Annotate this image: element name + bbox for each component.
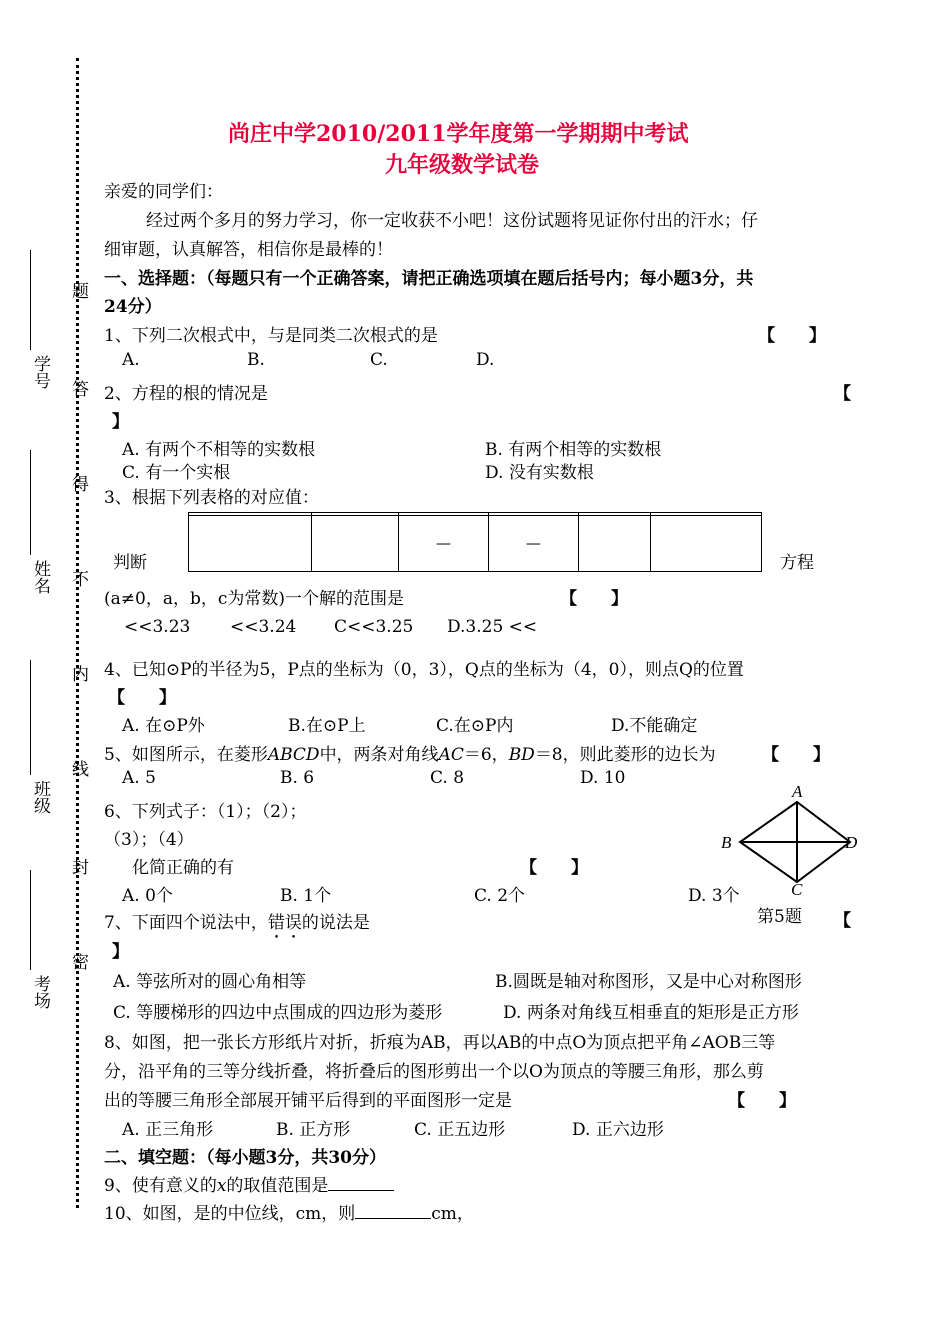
q10-stem-part: cm，: [431, 1204, 474, 1224]
table-cell: [311, 515, 398, 571]
q2-option-b: B. 有两个相等的实数根: [485, 440, 662, 460]
q3-answer-bracket[interactable]: 【 】: [560, 589, 628, 609]
q4-option-d: D.不能确定: [611, 716, 698, 736]
vertex-label-a: A: [792, 782, 803, 801]
q5-option-d: D. 10: [580, 768, 626, 788]
q3-stem: 3、根据下列表格的对应值：: [104, 488, 319, 508]
seal-char-ti: 题: [68, 282, 88, 299]
q9-stem-part: 9、使有意义的: [104, 1176, 217, 1196]
q10-stem-part: 10、如图，是的中位线，cm，则: [104, 1204, 356, 1224]
q2-option-a: A. 有两个不相等的实数根: [122, 440, 316, 460]
q5-stem-part: 中，两条对角线: [319, 745, 439, 765]
q5-answer-bracket[interactable]: 【 】: [762, 745, 830, 765]
q4-answer-bracket[interactable]: 【 】: [108, 688, 176, 708]
figure5-caption: 第5题: [757, 907, 802, 927]
q7-stem-part: 的说法是: [301, 913, 370, 933]
field-label-class: 班级: [30, 780, 50, 814]
section1-heading-cont: 24分）: [104, 297, 162, 317]
greeting: 亲爱的同学们：: [104, 182, 223, 202]
q6-line-1: 6、下列式子：（1）；（2）；: [104, 802, 307, 822]
q5-stem-part: ＝8，则此菱形的边长为: [534, 745, 716, 765]
table-cell: [578, 515, 650, 571]
q3-value-table: [188, 512, 762, 572]
binding-dotted-line: [76, 58, 79, 1208]
q3-line-2: (a≠0，a，b，c为常数)一个解的范围是: [104, 589, 404, 609]
vertex-label-b: B: [721, 833, 732, 852]
q8-option-a: A. 正三角形: [122, 1120, 214, 1140]
q5-option-c: C. 8: [430, 768, 465, 788]
q6-line-2: （3）；（4）: [104, 830, 194, 850]
q8-line-1: 8、如图，把一张长方形纸片对折，折痕为AB，再以AB的中点O为顶点把平角∠AOB三等: [104, 1033, 776, 1053]
q5-stem-part: 5、如图所示，在菱形: [104, 745, 268, 765]
table-cell: —: [399, 515, 489, 571]
q3-equation-label: 方程: [780, 553, 814, 573]
q3-option-d: D.3.25 <<: [447, 617, 538, 637]
table-cell: —: [488, 515, 578, 571]
q7-stem: [104, 908, 370, 943]
q7-stem-part: 7、下面四个说法中，: [104, 913, 268, 933]
seal-char-bu: 不: [68, 570, 88, 587]
exam-subtitle: 九年级数学试卷: [385, 152, 540, 178]
field-line-class[interactable]: [30, 660, 32, 775]
q3-option-c: C<<3.25: [334, 617, 414, 637]
field-line-exam-room[interactable]: [30, 870, 32, 970]
q4-option-a: A. 在⊙P外: [122, 716, 205, 736]
q8-answer-bracket[interactable]: 【 】: [728, 1091, 796, 1111]
q3-option-a: <<3.23: [124, 617, 191, 637]
q3-option-b: <<3.24: [230, 617, 297, 637]
seal-char-da: 答: [68, 380, 88, 397]
q5-option-b: B. 6: [280, 768, 315, 788]
q1-option-b: B.: [247, 350, 265, 370]
seal-char-feng: 封: [68, 858, 88, 875]
q6-option-d: D. 3个: [688, 886, 740, 906]
q5-option-a: A. 5: [122, 768, 156, 788]
q8-option-d: D. 正六边形: [572, 1120, 664, 1140]
q1-option-d: D.: [476, 350, 495, 370]
q5-stem: [104, 740, 716, 765]
seal-char-mi: 密: [68, 953, 88, 970]
table-row: [189, 515, 762, 571]
q5-diagonal-ac: AC: [438, 745, 464, 765]
q9-variable-x: x: [216, 1176, 227, 1196]
field-label-student-id: 学号: [30, 355, 50, 389]
field-label-exam-room: 考场: [30, 975, 50, 1009]
q4-stem: 4、已知⊙P的半径为5，P点的坐标为（0，3），Q点的坐标为（4，0），则点Q的位置: [104, 660, 744, 680]
q4-option-b: B.在⊙P上: [288, 716, 366, 736]
section1-heading: 一、选择题：（每题只有一个正确答案，请把正确选项填在题后括号内；每小题3分，共: [104, 269, 754, 289]
field-line-name[interactable]: [30, 450, 32, 555]
q1-option-c: C.: [370, 350, 388, 370]
vertex-label-d: D: [845, 833, 858, 852]
q5-diagonal-bd: BD: [508, 745, 535, 765]
q4-option-c: C.在⊙P内: [436, 716, 514, 736]
q6-option-c: C. 2个: [474, 886, 526, 906]
table-cell: [189, 515, 312, 571]
section2-heading: 二、填空题：（每小题3分，共30分）: [104, 1148, 386, 1168]
q7-emphasis-wrong: 错误: [267, 913, 302, 933]
q5-rhombus-name: ABCD: [267, 745, 320, 765]
q6-line-3: 化简正确的有: [132, 858, 234, 878]
q7-bracket-close[interactable]: 】: [112, 942, 129, 962]
table-cell: [651, 515, 762, 571]
q5-stem-part: ＝6，: [463, 745, 509, 765]
intro-line-2: 细审题，认真解答，相信你是最棒的！: [104, 240, 393, 260]
q2-option-c: C. 有一个实根: [122, 463, 231, 483]
q8-option-b: B. 正方形: [276, 1120, 351, 1140]
q10-stem: [104, 1199, 474, 1224]
q3-judge-label: 判断: [113, 553, 147, 573]
q8-option-c: C. 正五边形: [414, 1120, 506, 1140]
q6-option-a: A. 0个: [122, 886, 173, 906]
q1-stem: 1、下列二次根式中，与是同类二次根式的是: [104, 326, 438, 346]
q9-stem: [104, 1171, 394, 1196]
q1-option-a: A.: [122, 350, 140, 370]
q8-line-2: 分，沿平角的三等分线折叠，将折叠后的图形剪出一个以O为顶点的等腰三角形，那么剪: [104, 1062, 764, 1082]
q9-answer-blank[interactable]: [328, 1190, 394, 1191]
q2-bracket-close[interactable]: 】: [112, 412, 129, 432]
q10-answer-blank[interactable]: [355, 1218, 431, 1219]
vertex-label-c: C: [791, 880, 803, 899]
q2-bracket-open[interactable]: 【: [834, 384, 851, 404]
q6-answer-bracket[interactable]: 【 】: [520, 858, 588, 878]
q7-option-b: B.圆既是轴对称图形，又是中心对称图形: [495, 972, 802, 992]
q8-line-3: 出的等腰三角形全部展开铺平后得到的平面图形一定是: [104, 1091, 512, 1111]
seal-char-nei: 内: [68, 665, 88, 682]
q6-option-b: B. 1个: [280, 886, 332, 906]
seal-char-xian: 线: [68, 760, 88, 777]
field-line-student-id[interactable]: [30, 250, 32, 350]
q7-option-c: C. 等腰梯形的四边中点围成的四边形为菱形: [113, 1003, 443, 1023]
field-label-name: 姓名: [30, 560, 50, 594]
q2-option-d: D. 没有实数根: [485, 463, 594, 483]
seal-char-de: 得: [68, 475, 88, 492]
q1-answer-bracket[interactable]: 【 】: [758, 326, 826, 346]
intro-line-1: 经过两个多月的努力学习，你一定收获不小吧！这份试题将见证你付出的汗水；仔: [146, 211, 758, 231]
q7-option-a: A. 等弦所对的圆心角相等: [113, 972, 307, 992]
q2-stem: 2、方程的根的情况是: [104, 384, 268, 404]
exam-title: 尚庄中学2010/2011学年度第一学期期中考试: [228, 121, 689, 147]
q9-stem-part: 的取值范围是: [226, 1176, 329, 1196]
q7-bracket-open[interactable]: 【: [834, 911, 851, 931]
q7-option-d: D. 两条对角线互相垂直的矩形是正方形: [503, 1003, 799, 1023]
